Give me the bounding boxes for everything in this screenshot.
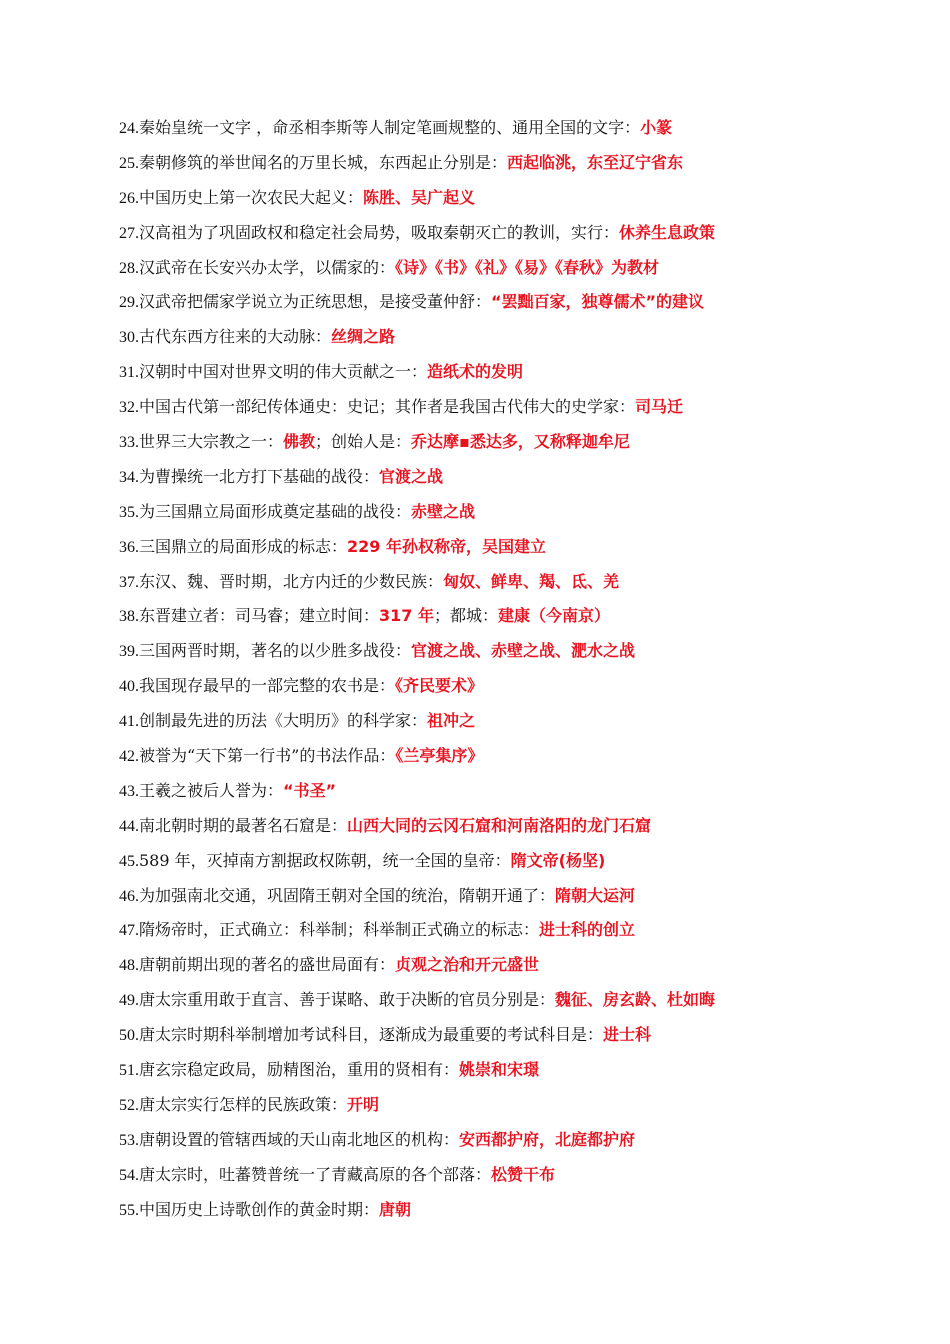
list-item <box>119 219 919 254</box>
answer-text: 隋文帝(杨坚) <box>510 850 606 870</box>
answer-text: 《兰亭集序》 <box>395 746 484 766</box>
question-text: 汉武帝在长安兴办太学，以儒家的： <box>139 257 396 277</box>
question-text: 唐朝前期出现的著名的盛世局面有： <box>139 955 396 975</box>
question-number: 55. <box>119 1201 139 1219</box>
list-item <box>119 254 919 289</box>
question-number: 42. <box>119 748 139 766</box>
question-text: 古代东西方往来的大动脉： <box>139 327 332 347</box>
question-text: 唐太宗时期科举制增加考试科目，逐渐成为最重要的考试科目是： <box>139 1025 604 1045</box>
answer-text: 官渡之战 <box>379 466 444 486</box>
question-text: 唐朝设置的管辖西域的天山南北地区的机构： <box>139 1129 460 1149</box>
answer-text: 造纸术的发明 <box>427 362 524 382</box>
question-number: 39. <box>119 643 139 661</box>
answer-text: 官渡之战、赤壁之战、淝水之战 <box>411 641 636 661</box>
list-item <box>119 602 919 637</box>
list-item <box>119 637 919 672</box>
answer-text: 魏征、房玄龄、杜如晦 <box>555 990 716 1010</box>
question-text: 三国两晋时期，著名的以少胜多战役： <box>139 641 412 661</box>
question-text: 中国历史上诗歌创作的黄金时期： <box>139 1199 380 1219</box>
question-text: 东汉、魏、晋时期，北方内迁的少数民族： <box>139 571 444 591</box>
list-item <box>119 1091 919 1126</box>
question-text: 三国鼎立的局面形成的标志： <box>139 536 348 556</box>
list-item <box>119 288 919 323</box>
list-item <box>119 498 919 533</box>
list-item <box>119 916 919 951</box>
question-number: 48. <box>119 957 139 975</box>
question-text: 秦朝修筑的举世闻名的万里长城，东西起止分别是： <box>139 152 508 172</box>
question-text: 汉高祖为了巩固政权和稳定社会局势，吸取秦朝灭亡的教训，实行： <box>139 222 620 242</box>
question-text: 为曹操统一北方打下基础的战役： <box>139 466 380 486</box>
answer-text: 祖冲之 <box>427 711 476 731</box>
answer-text: 进士科的创立 <box>539 920 636 940</box>
question-text: 东晋建立者：司马睿；建立时间： <box>139 606 380 626</box>
list-item <box>119 882 919 917</box>
answer-text: 229 年孙权称帝，吴国建立 <box>347 536 546 556</box>
question-text: 世界三大宗教之一： <box>139 432 284 452</box>
list-item <box>119 847 919 882</box>
question-text: 为三国鼎立局面形成奠定基础的战役： <box>139 501 412 521</box>
list-item <box>119 1161 919 1196</box>
answer-text: “书圣” <box>283 780 337 800</box>
list-item <box>119 323 919 358</box>
answer-text: 开明 <box>347 1094 380 1114</box>
question-text: 为加强南北交通，巩固隋王朝对全国的统治，隋朝开通了： <box>139 885 556 905</box>
answer-text: “罢黜百家，独尊儒术”的建议 <box>491 292 705 312</box>
list-item <box>119 149 919 184</box>
question-number: 32. <box>119 399 139 417</box>
question-text: 王羲之被后人誉为： <box>139 780 284 800</box>
question-number: 30. <box>119 329 139 347</box>
question-text: 汉武帝把儒家学说立为正统思想，是接受董仲舒： <box>139 292 492 312</box>
question-number: 33. <box>119 434 139 452</box>
question-text: 唐玄宗稳定政局，励精图治，重用的贤相有： <box>139 1060 460 1080</box>
question-number: 51. <box>119 1062 139 1080</box>
question-number: 47. <box>119 922 139 940</box>
list-item <box>119 568 919 603</box>
question-text: 秦始皇统一文字 ，命丞相李斯等人制定笔画规整的、通用全国的文字： <box>139 118 641 137</box>
question-number: 41. <box>119 713 139 731</box>
answer-text: 赤壁之战 <box>411 501 476 521</box>
question-number: 25. <box>119 154 139 172</box>
question-number: 44. <box>119 817 139 835</box>
list-item <box>119 951 919 986</box>
question-text: 唐太宗重用敢于直言、善于谋略、敢于决断的官员分别是： <box>139 990 556 1010</box>
list-item <box>119 428 919 463</box>
list-item <box>119 812 919 847</box>
question-text: 南北朝时期的最著名石窟是： <box>139 815 348 835</box>
list-item <box>119 742 919 777</box>
answer-text: 西起临洮，东至辽宁省东 <box>507 152 684 172</box>
answer-text: 进士科 <box>603 1025 652 1045</box>
answer-text: 《诗》《书》《礼》《易》《春秋》为教材 <box>395 257 660 277</box>
question-number: 26. <box>119 189 139 207</box>
question-text: 汉朝时中国对世界文明的伟大贡献之一： <box>139 362 428 382</box>
question-text: 唐太宗实行怎样的民族政策： <box>139 1094 348 1114</box>
answer-text: 佛教 <box>283 432 316 452</box>
answer-text: 小篆 <box>640 118 673 137</box>
question-number: 28. <box>119 259 139 277</box>
question-text: 隋炀帝时，正式确立：科举制；科举制正式确立的标志： <box>139 920 540 940</box>
question-text: 中国历史上第一次农民大起义： <box>139 187 364 207</box>
answer-text-continued: 建康（今南京） <box>498 606 611 626</box>
list-item <box>119 533 919 568</box>
list-item <box>119 463 919 498</box>
question-number: 52. <box>119 1096 139 1114</box>
question-number: 54. <box>119 1166 139 1184</box>
answer-text: 丝绸之路 <box>331 327 396 347</box>
question-text: 中国古代第一部纪传体通史：史记；其作者是我国古代伟大的史学家： <box>139 397 636 417</box>
answer-text: 317 年 <box>379 606 434 626</box>
question-text: 创制最先进的历法《大明历》的科学家： <box>139 711 428 731</box>
question-number: 43. <box>119 782 139 800</box>
question-number: 45. <box>119 852 139 870</box>
question-number: 37. <box>119 573 139 591</box>
answer-text: 休养生息政策 <box>619 222 716 242</box>
list-item <box>119 114 919 149</box>
answer-text: 匈奴、鲜卑、羯、氐、羌 <box>443 571 620 591</box>
list-item <box>119 1056 919 1091</box>
list-item <box>119 777 919 812</box>
question-text: 589 年，灭掉南方割据政权陈朝，统一全国的皇帝： <box>139 850 511 870</box>
question-text: 唐太宗时，吐蕃赞普统一了青藏高原的各个部落： <box>139 1164 492 1184</box>
question-text-continued: ；创始人是： <box>315 432 412 452</box>
answer-text: 司马迁 <box>635 397 684 417</box>
answer-text: 山西大同的云冈石窟和河南洛阳的龙门石窟 <box>347 815 652 835</box>
list-item <box>119 1021 919 1056</box>
question-number: 29. <box>119 294 139 312</box>
list-item <box>119 707 919 742</box>
question-number: 34. <box>119 468 139 486</box>
question-number: 49. <box>119 992 139 1010</box>
answer-text: 安西都护府，北庭都护府 <box>459 1129 636 1149</box>
list-item <box>119 358 919 393</box>
answer-text: 唐朝 <box>379 1199 412 1219</box>
answer-text: 陈胜、吴广起义 <box>363 187 476 207</box>
question-number: 50. <box>119 1027 139 1045</box>
question-number: 40. <box>119 678 139 696</box>
answer-text: 《齐民要术》 <box>395 676 484 696</box>
answer-text-continued: 乔达摩▪悉达多，又称释迦牟尼 <box>411 432 630 452</box>
question-number: 31. <box>119 364 139 382</box>
list-item <box>119 1126 919 1161</box>
question-number: 24. <box>119 120 139 137</box>
list-item <box>119 1196 919 1231</box>
question-text: 被誉为“天下第一行书”的书法作品： <box>139 746 396 766</box>
answer-text: 隋朝大运河 <box>555 885 636 905</box>
list-item <box>119 986 919 1021</box>
list-item <box>119 393 919 428</box>
question-number: 38. <box>119 608 139 626</box>
question-number: 53. <box>119 1131 139 1149</box>
answer-text: 贞观之治和开元盛世 <box>395 955 540 975</box>
qa-list <box>119 114 919 1231</box>
question-text: 我国现存最早的一部完整的农书是： <box>139 676 396 696</box>
question-text-continued: ；都城： <box>434 606 499 626</box>
list-item <box>119 184 919 219</box>
list-item <box>119 672 919 707</box>
question-number: 27. <box>119 224 139 242</box>
question-number: 46. <box>119 887 139 905</box>
question-number: 36. <box>119 538 139 556</box>
question-number: 35. <box>119 503 139 521</box>
answer-text: 姚崇和宋璟 <box>459 1060 540 1080</box>
answer-text: 松赞干布 <box>491 1164 556 1184</box>
